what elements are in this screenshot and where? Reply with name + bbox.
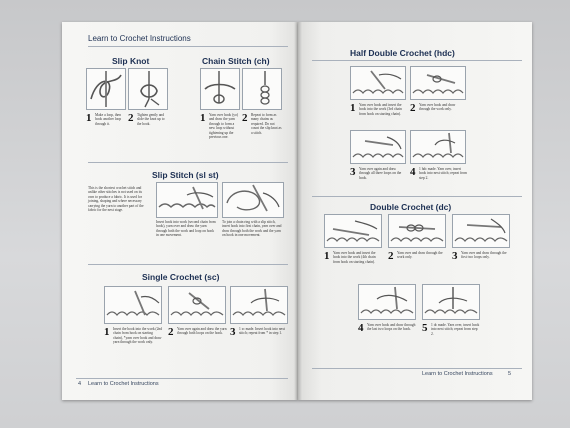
dc-step-3-text: Yarn over and draw through the first two loops only. (461, 251, 507, 260)
dc-step-1-text: Yarn over hook and insert the hook into the work (4th chain from hook on starting chain). (333, 251, 376, 264)
slip-knot-step-1-text: Make a loop, then hook another loop through it. (95, 113, 122, 126)
dc-illustration-3 (452, 214, 510, 248)
chain-stitch-title: Chain Stitch (ch) (202, 56, 270, 66)
chain-stitch-step-1-number: 1 (200, 112, 206, 124)
page-number: 4 (78, 381, 82, 387)
hdc-step-3-text: Yarn over again and draw through all three loops on the hook. (359, 167, 402, 180)
header-rule (88, 46, 288, 47)
hdc-step-2-number: 2 (410, 102, 416, 114)
slip-knot-illustration-1 (86, 68, 126, 110)
chain-stitch-illustration-2 (242, 68, 282, 110)
dc-step-5-number: 5 (422, 322, 428, 334)
single-crochet-illustration-2 (168, 286, 226, 324)
footer-title: Learn to Crochet Instructions (88, 381, 159, 387)
slip-stitch-step-1-text: Insert hook into work (second chain from hook), yarn over and draw the yarn through both the work and loop on hook in one movement. (156, 220, 216, 238)
chain-stitch-step-2-text: Repeat to form as many chains as required. Do not count the slip knot as a stitch. (251, 113, 282, 135)
page-number: 5 (508, 371, 512, 377)
right-page (298, 22, 532, 400)
dc-step-4-number: 4 (358, 322, 364, 334)
single-crochet-step-1-text: Insert the hook into the work (2nd chain from hook on starting chain), *yarn over hook and draw yarn through the work only. (113, 327, 163, 345)
hdc-step-1-text: Yarn over hook and insert the hook into the work (3rd chain from hook on starting chain). (359, 103, 402, 116)
slip-knot-illustration-2 (128, 68, 168, 110)
dc-illustration-5 (422, 284, 480, 320)
half-double-crochet-title: Half Double Crochet (hdc) (350, 48, 455, 58)
hdc-illustration-2 (410, 66, 466, 100)
hdc-illustration-4 (410, 130, 466, 164)
hdc-step-3-number: 3 (350, 166, 356, 178)
slip-knot-step-1-number: 1 (86, 112, 92, 124)
single-crochet-step-3-text: 1 sc made. Insert hook into next stitch; repeat from * in step 1. (239, 327, 286, 336)
hdc-illustration-3 (350, 130, 406, 164)
single-crochet-illustration-3 (230, 286, 288, 324)
slip-stitch-illustration-2 (222, 182, 284, 218)
hdc-step-2-text: Yarn over hook and draw through the work only. (419, 103, 456, 112)
dc-illustration-2 (388, 214, 446, 248)
slip-knot-step-2-text: Tighten gently and slide the knot up to the hook. (137, 113, 165, 126)
slip-stitch-title: Slip Stitch (sl st) (152, 170, 219, 180)
chain-stitch-step-2-number: 2 (242, 112, 248, 124)
single-crochet-illustration-1 (104, 286, 162, 324)
page-header: Learn to Crochet Instructions (88, 34, 191, 43)
section-rule (312, 60, 522, 61)
book-spine (294, 22, 302, 400)
chain-stitch-step-1-text: Yarn over hook (yo) and draw the yarn through to form a new loop without tightening up the previous one. (209, 113, 239, 140)
slip-stitch-intro: This is the shortest crochet stitch and unlike other stitches is not used on its own to produce a fabric. It is used for joining, shaping and where necessary carrying the yarn to another part of the fabric for the next stage. (88, 186, 144, 213)
single-crochet-step-3-number: 3 (230, 326, 236, 338)
single-crochet-step-1-number: 1 (104, 326, 110, 338)
footer-title: Learn to Crochet Instructions (422, 371, 493, 377)
left-page (62, 22, 298, 400)
dc-illustration-1 (324, 214, 382, 248)
slip-knot-title: Slip Knot (112, 56, 150, 66)
footer-rule (312, 368, 522, 369)
dc-step-2-text: Yarn over and draw through the work only. (397, 251, 443, 260)
hdc-illustration-1 (350, 66, 406, 100)
single-crochet-title: Single Crochet (sc) (142, 272, 220, 282)
dc-step-2-number: 2 (388, 250, 394, 262)
hdc-step-4-text: 1 hdc made. Yarn over, insert hook into next stitch; repeat from step 2. (419, 167, 468, 180)
dc-step-5-text: 1 dc made. Yarn over, insert hook into next stitch; repeat from step 2. (431, 323, 480, 336)
dc-step-3-number: 3 (452, 250, 458, 262)
section-rule (88, 264, 288, 265)
section-rule (312, 196, 522, 197)
hdc-step-1-number: 1 (350, 102, 356, 114)
dc-illustration-4 (358, 284, 416, 320)
open-booklet (62, 22, 532, 400)
double-crochet-title: Double Crochet (dc) (370, 202, 452, 212)
slip-knot-step-2-number: 2 (128, 112, 134, 124)
footer-rule (76, 378, 288, 379)
single-crochet-step-2-number: 2 (168, 326, 174, 338)
single-crochet-step-2-text: Yarn over again and draw the yarn through both loops on the hook. (177, 327, 227, 336)
chain-stitch-illustration-1 (200, 68, 240, 110)
dc-step-1-number: 1 (324, 250, 330, 262)
dc-step-4-text: Yarn over hook and draw through the last two loops on the hook. (367, 323, 416, 332)
slip-stitch-step-2-text: To join a chain ring with a slip stitch, insert hook into first chain, yarn over and draw through both the work and the yarn on hook in one movement. (222, 220, 282, 238)
hdc-step-4-number: 4 (410, 166, 416, 178)
section-rule (88, 162, 288, 163)
slip-stitch-illustration-1 (156, 182, 218, 218)
